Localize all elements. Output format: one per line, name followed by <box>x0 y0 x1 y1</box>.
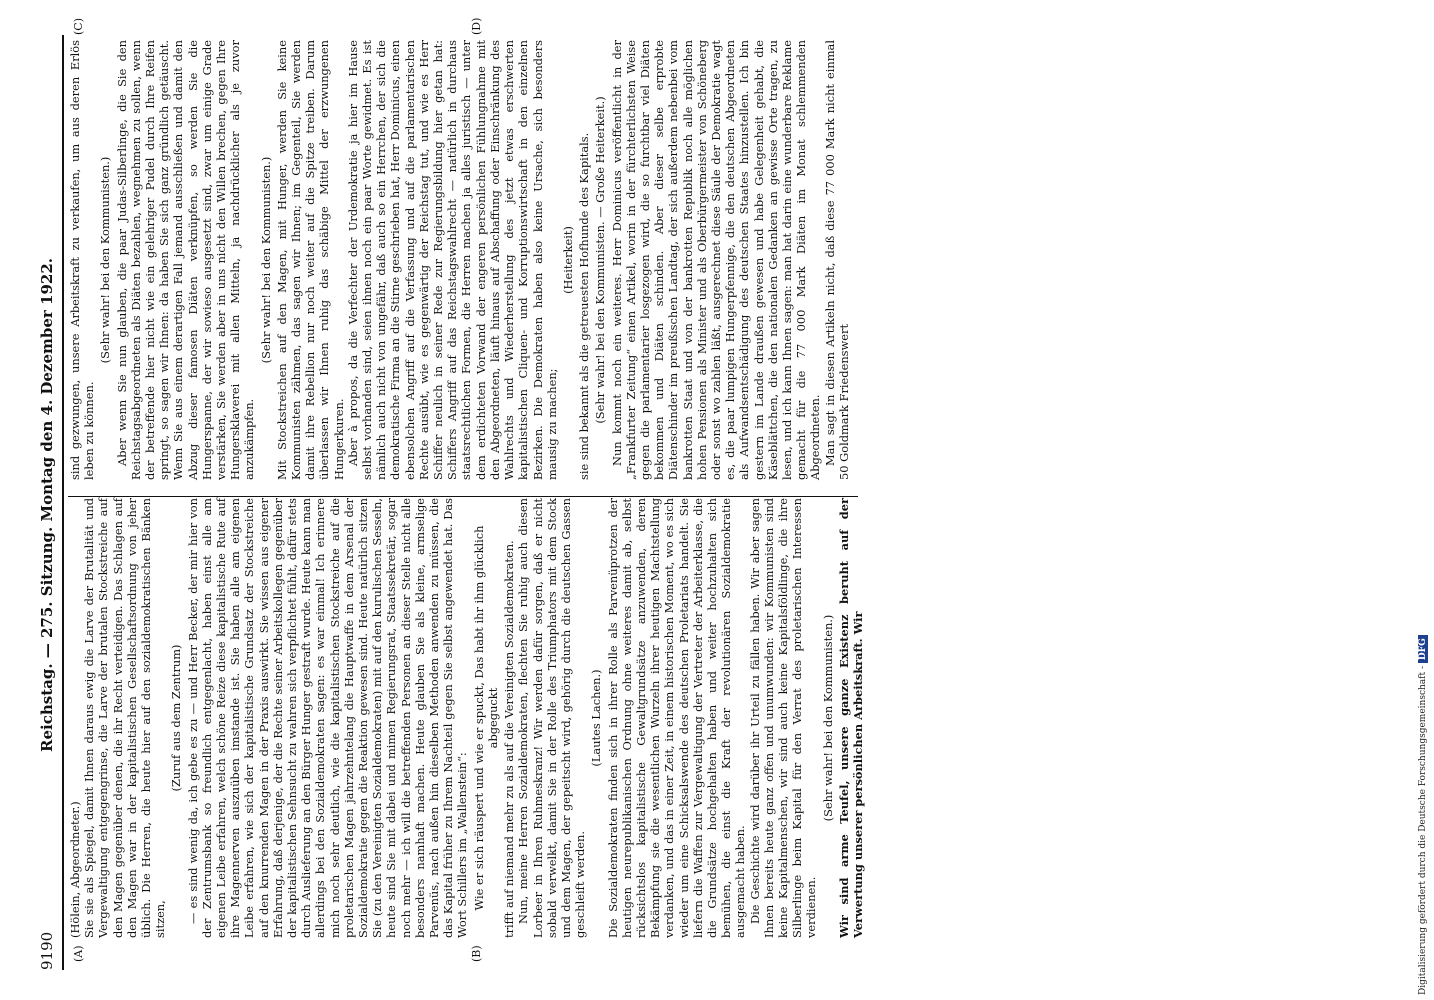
right_column-paragraph: (Sehr wahr! bei den Kommunisten. — Große Heiterkeit.) <box>593 96 608 424</box>
right_column-paragraph: sie sind bekannt als die getreuesten Hofhunde des Kapitals. <box>577 132 592 480</box>
left_column-paragraph: trifft auf niemand mehr zu als auf die Vereinigten Sozialdemokraten. <box>502 540 517 938</box>
right_column-paragraph: Mit Stockstreichen auf den Magen, mit Hunger, werden Sie keine Kommunisten zähmen, das sagen wir Ihnen; im Gegenteil, Sie werden damit ihre Rebellion nur noch weiter auf die Spitze treiben. Darum überlassen wir Ihnen ruhig das schäbige Mittel der erzwungenen Hungerkuren. <box>274 40 346 480</box>
right_column-paragraph: Nun kommt noch ein weiteres. Herr Dominicus veröffentlicht in der „Frankfurter Zeitung“ einen Artikel, worin in der fürchterlichsten Weise gegen die parlamentarier losgezogen wird, die so furchtbar viel Diäten bekommen und Diäten schinden. Aber dieser selbe erprobte Diätenschinder im preußischen Landtag, der sich außerdem nebenbei vom bankrotten Staat und von der bankrotten Republik noch alle möglichen hohen Pensionen als Minister und als Oberbürgermeister von Schöneberg oder sonst wo zahlen läßt, ausgerechnet diese Säule der Demokratie wagt es, die paar lumpigen Hungerpfennige, die den deutschen Abgeordneten als Aufwandsentschädigung des deutschen Staates hinzustellen. Ich bin gestern im Lande draußen gewesen und habe Gelegenheit gehabt, die Käseblättchen, die den nationalen Gedanken an gewisse Orte tragen, zu lesen, und ich kann Ihnen sagen: man hat darin eine wunderbare Reklame gemacht für die 77 000 Mark Diäten im Monat schlemmenden Abgeordneten. <box>609 40 823 480</box>
left_column-paragraph: Sie sie als Spiegel, damit Ihnen daraus ewig die Larve der Brutalität und Vergewaltigung entgegengrinse, die Larve der brutalen Stockstreiche auf den Magen gegenüber denen, die ihr Recht verteidigen. Das Schlagen auf den Magen war in der kapitalistischen Gesellschaftsordnung von jeher üblich. Die Herren, die heute hier auf den sozialdemokratischen Bänken sitzen, <box>82 498 168 938</box>
dfg-logo: DFG <box>1418 635 1428 663</box>
digitization-text: Digitalisierung gefördert durch die Deutsche Forschungsgemeinschaft - <box>1418 666 1428 995</box>
column-divider <box>68 496 858 497</box>
left_column-paragraph: Die Sozialdemokraten finden sich in ihrer Rolle als Parvenüprotzen der heutigen neurepublikanischen Ordnung ohne weiteres damit ab, selbst rücksichtslos kapitalistische Gewaltgrundsätze anzuwenden, deren Bekämpfung sie die wesentlichen Wurzeln ihrer heutigen Machtstellung verdanken, und das in einer Zeit, in einem historischen Moment, wo es sich wieder um eine Schicksalswende des deutschen Proletariats handelt. Sie liefern die Waffen zur Vergewaltigung der Vertreter der Arbeiterklasse, die die Grundsätze hochgehalten haben und weiter hochzuhalten sich bemühen, die einst die Kraft der revolutionären Sozialdemokratie ausgemacht haben. <box>605 498 748 938</box>
right_column-paragraph: Man sagt in diesen Artikeln nicht, daß diese 77 000 Mark nicht einmal 50 Goldmark Friedenswert <box>822 40 851 480</box>
margin-marker-a: (A) <box>72 945 85 962</box>
page-number: 9190 <box>38 931 56 970</box>
left_column-paragraph: Nun, meine Herren Sozialdemokraten, flechten Sie ruhig auch diesen Lorbeer in Ihren Ruhmeskranz! Wir werden dafür sorgen, daß er nicht sobald verwelkt, damit Sie in der Rolle des Triumphators mit dem Stock und dem Magen, der gepeitscht wird, gehörig durch die deutschen Gassen geschleift werden. <box>516 498 588 938</box>
right_column-paragraph: (Sehr wahr! bei den Kommunisten.) <box>98 156 113 364</box>
right-column <box>68 40 851 480</box>
right_column-paragraph: (Heiterkeit) <box>560 226 575 294</box>
left_column-paragraph: — es sind wenig da, ich gebe es zu — und Herr Becker, der mir hier von der Zentrumsbank so freundlich entgegenlacht, haben einst alle am eigenen Leibe erfahren, welch schöne Reize diese kapitalistische Rute auf ihre Magennerven auszuüben imstande ist. Sie haben alle am eigenen Leibe erfahren, wie sich der kapitalistische Grundsatz der Stockstreiche auf den knurrenden Magen in der Praxis auswirkt. Sie wissen aus eigener Erfahrung, daß derjenige, der die Rechte seiner Arbeitskollegen gegenüber der kapitalistischen Sehnsucht zu wahren sich verpflichtet fühlt, dafür stets durch Auslieferung an den Bürger Hunger gestraft wurde. Heute kann man allerdings bei den Sozialdemokraten sagen: es war einmal! Ich erinnere mich noch sehr deutlich, wie die kapitalistischen Stockstreiche auf die proletarischen Magen jahrzehntelang die Hauptwaffe in dem Arsenal der Sozialdemokratie gegen die Reaktion gewesen sind. Heute natürlich sitzen Sie (zu den Vereinigten Sozialdemokraten) mit auf den kurulischen Sesseln, heute sind Sie mit dabei und mimen Regierungsrat, Staatssekretär, sogar noch mehr — ich will die betreffenden Personen an dieser Stelle nicht alle besonders namhaft machen. Heute glauben Sie als kleine, armselige Parvenüs, nach außen hin dieselben Methoden anwenden zu müssen, die das Kapital früher zu Ihrem Nachteil gegen Sie selbst angewendet hat. Das Wort Schillers im „Wallenstein“: <box>185 498 470 938</box>
page-header <box>38 40 60 970</box>
margin-marker-c: (C) <box>72 18 85 35</box>
margin-marker-b: (B) <box>470 945 483 962</box>
left_column-paragraph: Wir sind arme Teufel, unsere ganze Existenz beruht auf der Verwertung unserer persönlichen Arbeitskraft. Wir <box>836 498 865 938</box>
header-rule <box>62 35 64 970</box>
page-title: Reichstag. — 275. Sitzung. Montag den 4. Dezember 1922. <box>38 258 56 752</box>
left_column-paragraph: (Sehr wahr! bei den Kommunisten.) <box>820 614 835 822</box>
right_column-paragraph: Aber à propos, da die Verfechter der Urdemokratie ja hier im Hause selbst vorhanden sind, seien ihnen noch ein paar Worte gewidmet. Es ist nämlich auch nicht von ungefähr, daß auch so ein Herrchen, der sich die demokratische Firma an die Stirne geschrieben hat, Herr Dominicus, einen ebensolchen Angriff auf die Verfassung und auf die parlamentarischen Rechte ausübt, wie es gegenwärtig der Reichstag tut, und wie es Herr Schiffer neulich in seiner Rede zur Regierungsbildung hier getan hat: Schiffers Angriff auf das Reichstagswahlrecht — natürlich in durchaus staatsrechtlichen Formen, die Herren machen ja alles juristisch — unter dem erdichteten Vorwand der engeren persönlichen Fühlungnahme mit den Abgeordneten, läuft hinaus auf Abschaffung oder Einschränkung des Wahlrechts und Wiederherstellung des jetzt etwas erschwerten kapitalistischen Cliquen- und Korruptionswirtschaft in den einzelnen Bezirken. Die Demokraten haben also keine Ursache, sich besonders mausig zu machen; <box>345 40 559 480</box>
left_column-paragraph: (Hölein, Abgeordneter.) <box>68 801 82 938</box>
left_column-paragraph: Wie er sich räuspert und wie er spuckt, Das habt ihr ihm glücklich abgeguckt <box>471 525 500 911</box>
margin-marker-d: (D) <box>470 17 483 35</box>
left-column <box>68 498 865 938</box>
digitization-note <box>1418 635 1428 995</box>
right_column-paragraph: (Sehr wahr! bei den Kommunisten.) <box>258 156 273 364</box>
left_column-paragraph: (Lautes Lachen.) <box>589 669 604 767</box>
left_column-paragraph: Die Geschichte wird darüber ihr Urteil zu fällen haben. Wir aber sagen Ihnen bereits heute ganz offen und unumwunden: wir Kommunisten sind keine Kapitalmenschen, wir sind auch keine Kapitalsföldlinge, die ihre Silberlinge beim Kapital für den Verrat des proletarischen Interessen verdienen. <box>747 498 819 938</box>
right_column-paragraph: sind gezwungen, unsere Arbeitskraft zu verkaufen, um aus deren Erlös leben zu können. <box>68 40 97 480</box>
right_column-paragraph: Aber wenn Sie nun glauben, die paar Judas-Silberlinge, die Sie den Reichstagsabgeordneten als Diäten bezahlen, wegnehmen zu sollen, wenn der betreffende hier nicht wie ein gelehriger Pudel durch Ihre Reifen springt, so sagen wir Ihnen: da haben Sie sich ganz gründlich getäuscht. Wenn Sie aus einem derartigen Fall jemand ausschließen und damit den Abzug dieser famosen Diäten verknüpfen, so werden Sie die Hungerspanne, der wir sowieso ausgesetzt sind, zwar um einige Grade verstärken, Sie werden aber in uns nicht den Willen brechen, gegen Ihre Hungersklaverei mit allen Mitteln, ja nachdrücklicher als je zuvor anzukämpfen. <box>114 40 257 480</box>
left_column-paragraph: (Zuruf aus dem Zentrum) <box>169 644 184 792</box>
